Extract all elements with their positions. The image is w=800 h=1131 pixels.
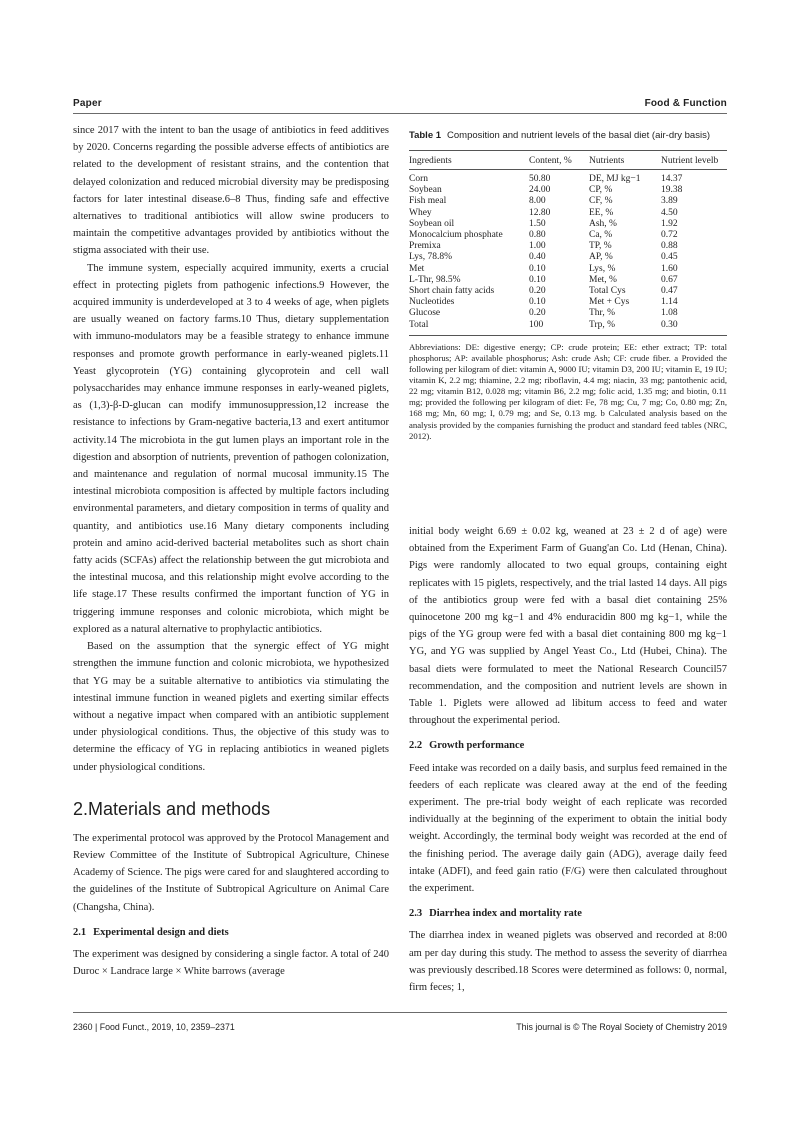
table-cell: 0.80 [529, 230, 546, 241]
table-cell: 0.47 [661, 286, 678, 297]
table-cell: 0.88 [661, 241, 678, 252]
column-header: Nutrients [589, 156, 625, 166]
table-cell: 19.38 [661, 185, 683, 196]
table-cell: 0.10 [529, 263, 546, 274]
table-cell: 1.08 [661, 308, 678, 319]
column-header: Nutrient levelb [661, 156, 719, 166]
table-cell: Whey [409, 207, 432, 218]
table-row [409, 264, 727, 275]
table-row [409, 196, 727, 207]
paragraph: The immune system, especially acquired immunity, exerts a crucial effect in protecting piglets from pathogenic infections.9 However, the acquired immunity is underdeveloped at 3 to 4 weeks of age, when piglets are usually weaned on factory farms.10 Thus, dietary supplementation with immuno-modulators may be a feasible strategy to enhance immune responses and promote growth performance in early-weaned piglets.11 Yeast glycoprotein (YG) containing glycoprotein and cell wall polysaccharides may enhance immune responses in early-weaned piglets, as (1,3)-β-D-glucan can modify immunosuppression,12 increase the resistance to infections by Gram-negative bacteria,13 and exert antitumor activity.14 The microbiota in the gut lumen plays an important role in the digestion and absorption of nutrients, prevention of pathogen colonization, and maintenance and regulation of normal mucosal immunity.15 The intestinal microbiota composition is affected by multiple factors including environmental parameters, and dietary composition in terms of quality and quantity, and antibiotics use.16 Many dietary components including protein and amino acid-derived bacterial metabolites such as short chain fatty acids (SCFAs) affect the relationship between the gut microbiota and the intestinal mucosa, and this relationship might evolve according to the life stage.17 These results confirmed the important function of YG in triggering immune responses and colonic microbiota, which might be explored as a natural alternative to prophylactic antibiotics. [73, 262, 389, 635]
table-row [409, 208, 727, 219]
heading-text: Diarrhea index and mortality rate [429, 908, 582, 920]
table-cell: Ash, % [589, 218, 617, 229]
table-cell: Fish meal [409, 196, 447, 207]
subsection-heading [409, 737, 727, 754]
table-cell: 4.50 [661, 207, 678, 218]
table-cell: 0.10 [529, 274, 546, 285]
table-cell: Glucose [409, 308, 441, 319]
heading-number: 2.1 [73, 926, 87, 938]
footer-rule [73, 1012, 727, 1013]
table-row [409, 241, 727, 252]
paragraph: The diarrhea index in weaned piglets was observed and recorded at 8:00 am per day during this study. The method to assess the severity of diarrhea was previously described.18 Scores were determined as follows: 0, normal, firm feces; 1, [409, 930, 727, 994]
table-footnote: Abbreviations: DE: digestive energy; CP: crude protein; EE: ether extract; TP: total phosphorus; AP: available phosphorus; Ash: crude Ash; CF: crude fiber. a Provided the following per kilogram of diet: vitamin A, 9000 IU; vitamin D3, 200 IU; vitamin E, 19 IU; vitamin K, 2.2 mg; thiamine, 2.2 mg; riboflavin, 4.4 mg; niacin, 33 mg; pantothenic acid, 22 mg; vitamin B12, 0.028 mg; vitamin B6, 2.2 mg; folic acid, 1.35 mg; and biotin, 0.11 mg; provided the following per kilogram of diet: Fe, 78 mg; Cu, 7 mg; Co, 0.80 mg; Zn, 168 mg; Mn, 60 mg; I, 0.79 mg; and Se, 0.13 mg. b Calculated analysis based on the analysis provided by the companies furnishing the product and standard feed tables (NRC, 2012). [409, 341, 727, 441]
table-cell: 14.37 [661, 174, 683, 184]
table-cell: Corn [409, 174, 428, 184]
table-cell: Premixa [409, 241, 441, 252]
table-cell: Lys, 78.8% [409, 252, 453, 263]
table-cell: 0.45 [661, 252, 678, 263]
table-cell: 1.00 [529, 241, 546, 252]
paragraph: initial body weight 6.69 ± 0.02 kg, weaned at 23 ± 2 d of age) were obtained from the Experiment Farm of Guang'an Co. Ltd (Henan, China). Pigs were randomly allocated to two equal groups, containing eight replicates with 15 piglets, respectively, and the trial lasted 14 days. All pigs of the antibiotics group were fed with a basal diet containing 25% quinocetone 200 mg kg−1 and 4% enduracidin 800 mg kg−1, while the pigs of the YG group were fed with a basal diet containing 800 mg kg−1 YG, and YG was supplied by Angel Yeast Co., Ltd (Hubei, China). The basal diets were formulated to meet the National Research Council57 recommendation, and the composition and nutrient levels are shown in Table 1. Piglets were allowed ad libitum access to feed and water throughout the experimental period. [409, 526, 727, 727]
table-cell: 1.60 [661, 263, 678, 274]
table-cell: 3.89 [661, 196, 678, 207]
table-cell: Nucleotides [409, 297, 455, 308]
table-cell: Total Cys [589, 286, 626, 297]
table-cell: 1.92 [661, 218, 678, 229]
footer-copyright: This journal is © The Royal Society of Chemistry 2019 [516, 1022, 727, 1032]
paragraph: The experiment was designed by considering a single factor. A total of 240 Duroc × Landrace large × White barrows (average [73, 948, 389, 978]
paragraph: Feed intake was recorded on a daily basis, and surplus feed remained in the feeders of each replicate was cleared away at the end of the feeding experiment. The pre-trial body weight of each replicate was recorded individually at the beginning of the experiment to obtain the initial body weight. Accordingly, the terminal body weight was recorded at the end of the finishing period. The average daily gain (ADG), average daily feed intake (ADFI), and feed gain ratio (F/G) were then calculated throughout the experiment. [409, 762, 727, 895]
heading-number: 2. [73, 798, 89, 819]
table-cell: 0.40 [529, 252, 546, 263]
heading-text: Growth performance [429, 740, 525, 752]
table-cell: 0.10 [529, 297, 546, 308]
subsection-heading [73, 924, 389, 941]
table-cell: 50.80 [529, 174, 551, 184]
table-row [409, 185, 727, 196]
table-cell: 0.20 [529, 286, 546, 297]
table-cell: Met + Cys [589, 297, 630, 308]
table-bottom-rule [409, 335, 727, 336]
header-rule [73, 113, 727, 114]
table-cell: Soybean oil [409, 218, 455, 229]
table-row [409, 275, 727, 286]
table-cell: 1.50 [529, 218, 546, 229]
table-cell: 0.67 [661, 274, 678, 285]
table-row [409, 286, 727, 297]
table-cell: Monocalcium phosphate [409, 230, 503, 241]
table-cell: CP, % [589, 185, 613, 196]
left-column [73, 122, 389, 980]
table-cell: TP, % [589, 241, 612, 252]
table-cell: 12.80 [529, 207, 551, 218]
column-header: Ingredients [409, 156, 452, 166]
table-row [409, 297, 727, 308]
table-cell: Ca, % [589, 230, 613, 241]
table-cell: 1.14 [661, 297, 678, 308]
running-header-right: Food & Function [644, 98, 727, 109]
table-caption: Table 1 Composition and nutrient levels of the basal diet (air-dry basis) [409, 130, 710, 141]
table-cell: 0.20 [529, 308, 546, 319]
table-cell: 0.30 [661, 319, 678, 330]
table-cell: 100 [529, 319, 544, 330]
table-1 [409, 130, 727, 442]
table-row [409, 308, 727, 319]
paragraph: The experimental protocol was approved by the Protocol Management and Review Committee of the Institute of Subtropical Agriculture, Chinese Academy of Science. The pigs were cared for and slaughtered according to the guidelines of the Institute of Subtropical Agriculture on Animal Care (Changsha, China). [73, 832, 389, 913]
right-column [409, 523, 727, 996]
table-row [409, 252, 727, 263]
paragraph: since 2017 with the intent to ban the usage of antibiotics in feed additives by 2020. Concerns regarding the possible adverse effects of antibiotics are related to the development of resistant strains, and the contention that delayed colonization and reduced microbial diversity may be predisposing factors for later intestinal disease.6–8 Thus, finding safe and effective alternatives to traditional antibiotics will allow swine producers to maintain the competitive advantages provided by antibiotics without the stigma associated with their use. [73, 125, 389, 257]
subsection-heading [409, 905, 727, 922]
table-cell: Met, % [589, 274, 617, 285]
table-cell: Trp, % [589, 319, 616, 330]
column-header: Content, % [529, 156, 572, 166]
table-cell: 24.00 [529, 185, 551, 196]
table-cell: 0.72 [661, 230, 678, 241]
table-cell: Lys, % [589, 263, 616, 274]
footer-citation: 2360 | Food Funct., 2019, 10, 2359–2371 [73, 1022, 235, 1032]
table-body [409, 170, 727, 331]
table-cell: AP, % [589, 252, 613, 263]
table-row [409, 170, 727, 186]
table-cell: EE, % [589, 207, 614, 218]
table-row [409, 320, 727, 331]
table-cell: Thr, % [589, 308, 615, 319]
table-cell: Total [409, 319, 429, 330]
heading-text: Experimental design and diets [93, 926, 229, 938]
table-cell: Short chain fatty acids [409, 286, 495, 297]
section-heading [73, 798, 389, 820]
heading-number: 2.2 [409, 740, 423, 752]
table-cell: L-Thr, 98.5% [409, 274, 461, 285]
heading-number: 2.3 [409, 908, 423, 920]
table-header-row [409, 151, 727, 170]
running-header-left: Paper [73, 98, 102, 109]
table-cell: Soybean [409, 185, 442, 196]
table-cell: DE, MJ kg−1 [589, 174, 641, 184]
table-cell: Met [409, 263, 425, 274]
table-cell: CF, % [589, 196, 613, 207]
paragraph: Based on the assumption that the synergic effect of YG might strengthen the immune function and colonic microbiota, we hypothesized that YG may be a suitable alternative to antibiotics via stimulating the intestinal immune function in weaned piglets and exerting similar effects without a negative impact when compared with an antibiotic supplement under physiological conditions. Thus, the objective of this study was to determine the efficacy of YG in replacing antibiotics in weaned piglets under physiological conditions. [73, 641, 389, 773]
table-cell: 8.00 [529, 196, 546, 207]
table-row [409, 219, 727, 230]
table-row [409, 230, 727, 241]
heading-text: Materials and methods [88, 798, 271, 819]
